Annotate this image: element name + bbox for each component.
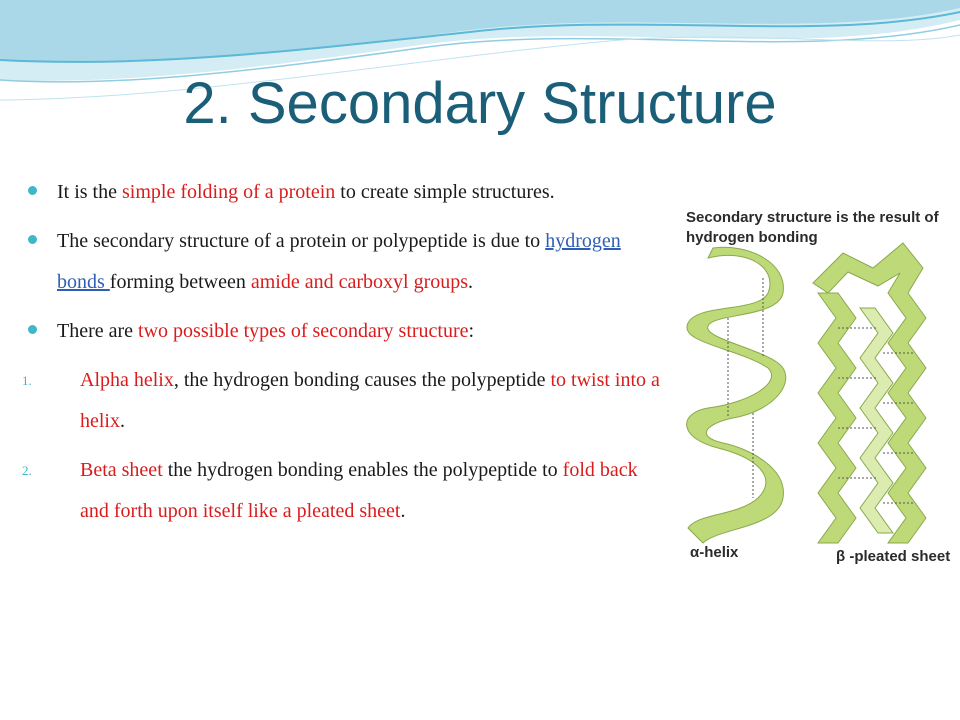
body-text: the hydrogen bonding enables the polypeptide to	[162, 459, 563, 481]
numbered-list-item	[22, 360, 662, 442]
body-text: There are	[57, 320, 139, 342]
body-text: It is the	[57, 181, 122, 203]
body-text: :	[468, 320, 475, 342]
body-text: .	[468, 271, 474, 293]
body-text: The secondary structure of a protein or polypeptide is due to	[57, 230, 546, 252]
highlighted-text: Alpha helix	[80, 369, 174, 391]
hydrogen-bonds-link[interactable]: hydrogen bonds	[57, 230, 621, 293]
body-text: .	[400, 500, 406, 522]
highlighted-text: Beta sheet	[80, 459, 163, 481]
bullet-icon	[28, 235, 37, 244]
body-text: .	[120, 410, 125, 432]
page-title: 2. Secondary Structure	[183, 71, 777, 136]
bullet-list-item	[22, 172, 662, 213]
highlighted-text: amide and carboxyl groups	[250, 271, 469, 293]
highlighted-text: simple folding of a protein	[122, 181, 336, 203]
numbered-list-item	[22, 450, 662, 532]
slide-body	[22, 172, 662, 540]
highlighted-text: fold back and forth upon itself like a pleated sheet	[80, 459, 638, 522]
bullet-icon	[28, 325, 37, 334]
diagram-caption: Secondary structure is the result of hydrogen bonding	[686, 209, 939, 246]
body-text: forming between	[109, 271, 251, 293]
list-number: 2.	[22, 463, 32, 478]
secondary-structure-diagram	[668, 198, 958, 568]
alpha-helix-label: α-helix	[690, 544, 739, 561]
highlighted-text: to twist into a helix	[80, 369, 660, 432]
bullet-list-item	[22, 221, 662, 303]
bullet-icon	[28, 186, 37, 195]
list-number: 1.	[22, 373, 32, 388]
bullet-list-item	[22, 311, 662, 352]
highlighted-text: two possible types of secondary structure	[138, 320, 469, 342]
body-text: , the hydrogen bonding causes the polypeptide	[173, 369, 551, 391]
beta-sheet-label: β -pleated sheet	[836, 548, 951, 565]
body-text: to create simple structures.	[335, 181, 555, 203]
